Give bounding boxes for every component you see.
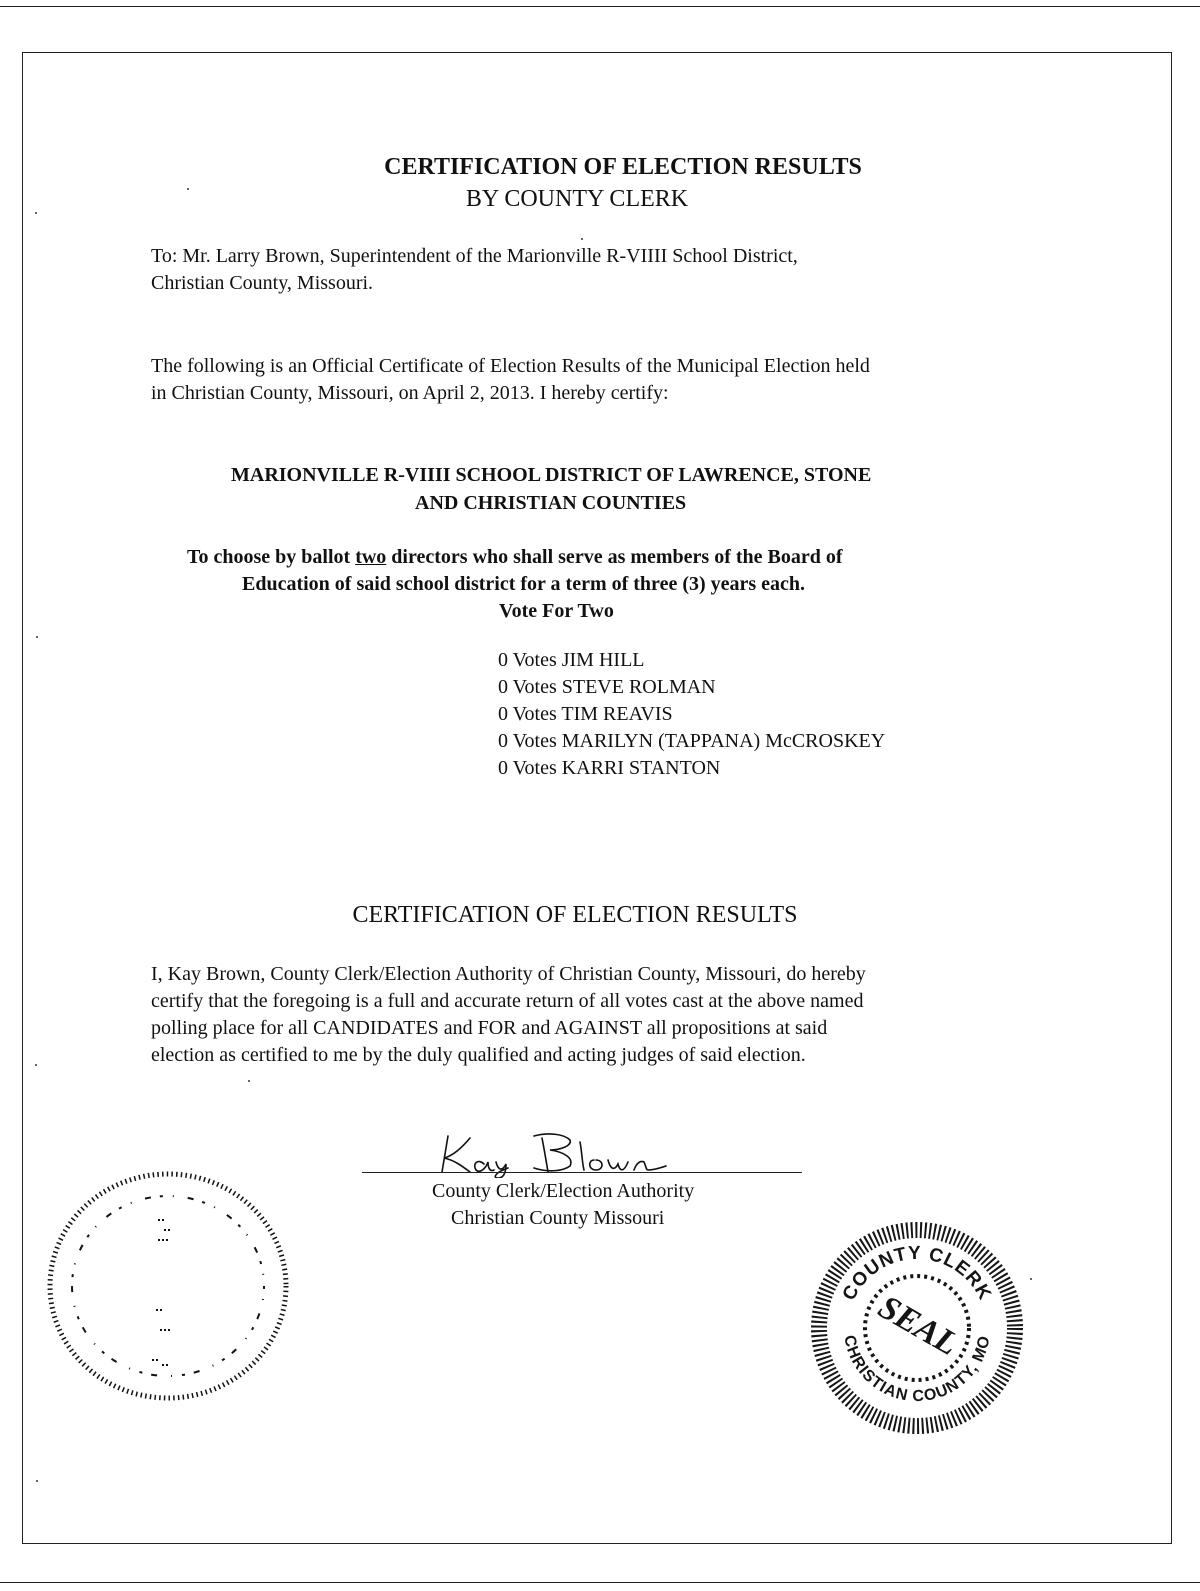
- result-row: [498, 647, 1058, 674]
- scan-speck: [35, 212, 37, 214]
- result-row: [498, 755, 1058, 782]
- vote-unit: Votes: [512, 757, 557, 779]
- question-line-1-post: directors who shall serve as members of the Board of: [386, 546, 843, 568]
- signature-line: [362, 1172, 802, 1173]
- signature-image: [430, 1128, 690, 1178]
- candidate-name: KARRI STANTON: [561, 757, 721, 779]
- scan-speck: [187, 188, 189, 190]
- seal-bottom-text: CHRISTIAN COUNTY, MO: [840, 1333, 994, 1406]
- question-line-2: Education of said school district for a term of three (3) years each.: [242, 573, 806, 595]
- intro-line-2: in Christian County, Missouri, on April 2, 2013. I hereby certify:: [151, 382, 669, 404]
- vote-count: 0: [498, 757, 508, 779]
- vote-count: 0: [498, 703, 508, 725]
- certification-line-4: election as certified to me by the duly qualified and acting judges of said election.: [151, 1044, 806, 1066]
- certification-line-1: I, Kay Brown, County Clerk/Election Authority of Christian County, Missouri, do hereby: [151, 963, 866, 985]
- scan-speck: [1030, 1278, 1032, 1280]
- svg-text:COUNTY CLERK: [839, 1243, 996, 1304]
- certification-line-3: polling place for all CANDIDATES and FOR and AGAINST all propositions at said: [151, 1017, 828, 1039]
- addressee-line-2: Christian County, Missouri.: [151, 272, 374, 294]
- embossed-seal-icon: [40, 1160, 300, 1410]
- signature-title: County Clerk/Election Authority: [432, 1180, 695, 1202]
- vote-unit: Votes: [512, 649, 557, 671]
- seal-center-text: SEAL: [872, 1288, 965, 1364]
- scan-speck: [36, 1480, 38, 1482]
- vote-unit: Votes: [512, 676, 557, 698]
- candidate-name: MARILYN (TAPPANA) McCROSKEY: [561, 730, 886, 752]
- vote-count: 0: [498, 676, 508, 698]
- scan-speck: [248, 1080, 250, 1082]
- question-line-1-pre: To choose by ballot: [187, 546, 356, 568]
- candidate-name: JIM HILL: [561, 649, 645, 671]
- certification-line-2: certify that the foregoing is a full and accurate return of all votes cast at the above named: [151, 990, 864, 1012]
- bottom-border-line: [0, 1582, 1200, 1583]
- signature-location: Christian County Missouri: [451, 1207, 665, 1229]
- vote-unit: Votes: [512, 703, 557, 725]
- certificate-title: CERTIFICATION OF ELECTION RESULTS: [384, 154, 862, 180]
- district-line-1: MARIONVILLE R-VIIII SCHOOL DISTRICT OF LAWRENCE, STONE: [231, 464, 872, 486]
- intro-line-1: The following is an Official Certificate of Election Results of the Municipal Election held: [151, 355, 870, 377]
- certificate-subtitle: BY COUNTY CLERK: [465, 186, 689, 212]
- certification-heading: CERTIFICATION OF ELECTION RESULTS: [352, 902, 798, 928]
- vote-count: 0: [498, 649, 508, 671]
- result-row: [498, 728, 1058, 755]
- scan-speck: [35, 1064, 37, 1066]
- question-line-1: [187, 544, 1087, 571]
- seal-top-text: COUNTY CLERK: [838, 1242, 996, 1305]
- candidate-name: STEVE ROLMAN: [561, 676, 716, 698]
- vote-unit: Votes: [512, 730, 557, 752]
- result-row: [498, 701, 1058, 728]
- scan-speck: [36, 636, 38, 638]
- result-row: [498, 674, 1058, 701]
- scan-speck: [581, 238, 583, 240]
- vote-count: 0: [498, 730, 508, 752]
- question-line-1-underlined: two: [355, 546, 387, 568]
- district-line-2: AND CHRISTIAN COUNTIES: [415, 492, 687, 514]
- addressee-line-1: To: Mr. Larry Brown, Superintendent of the Marionville R-VIIII School District,: [151, 245, 798, 267]
- results-list: [498, 647, 1058, 782]
- county-clerk-seal-icon: [808, 1218, 1026, 1438]
- top-border-line: [0, 6, 1200, 7]
- vote-for-label: Vote For Two: [499, 600, 614, 622]
- candidate-name: TIM REAVIS: [561, 703, 673, 725]
